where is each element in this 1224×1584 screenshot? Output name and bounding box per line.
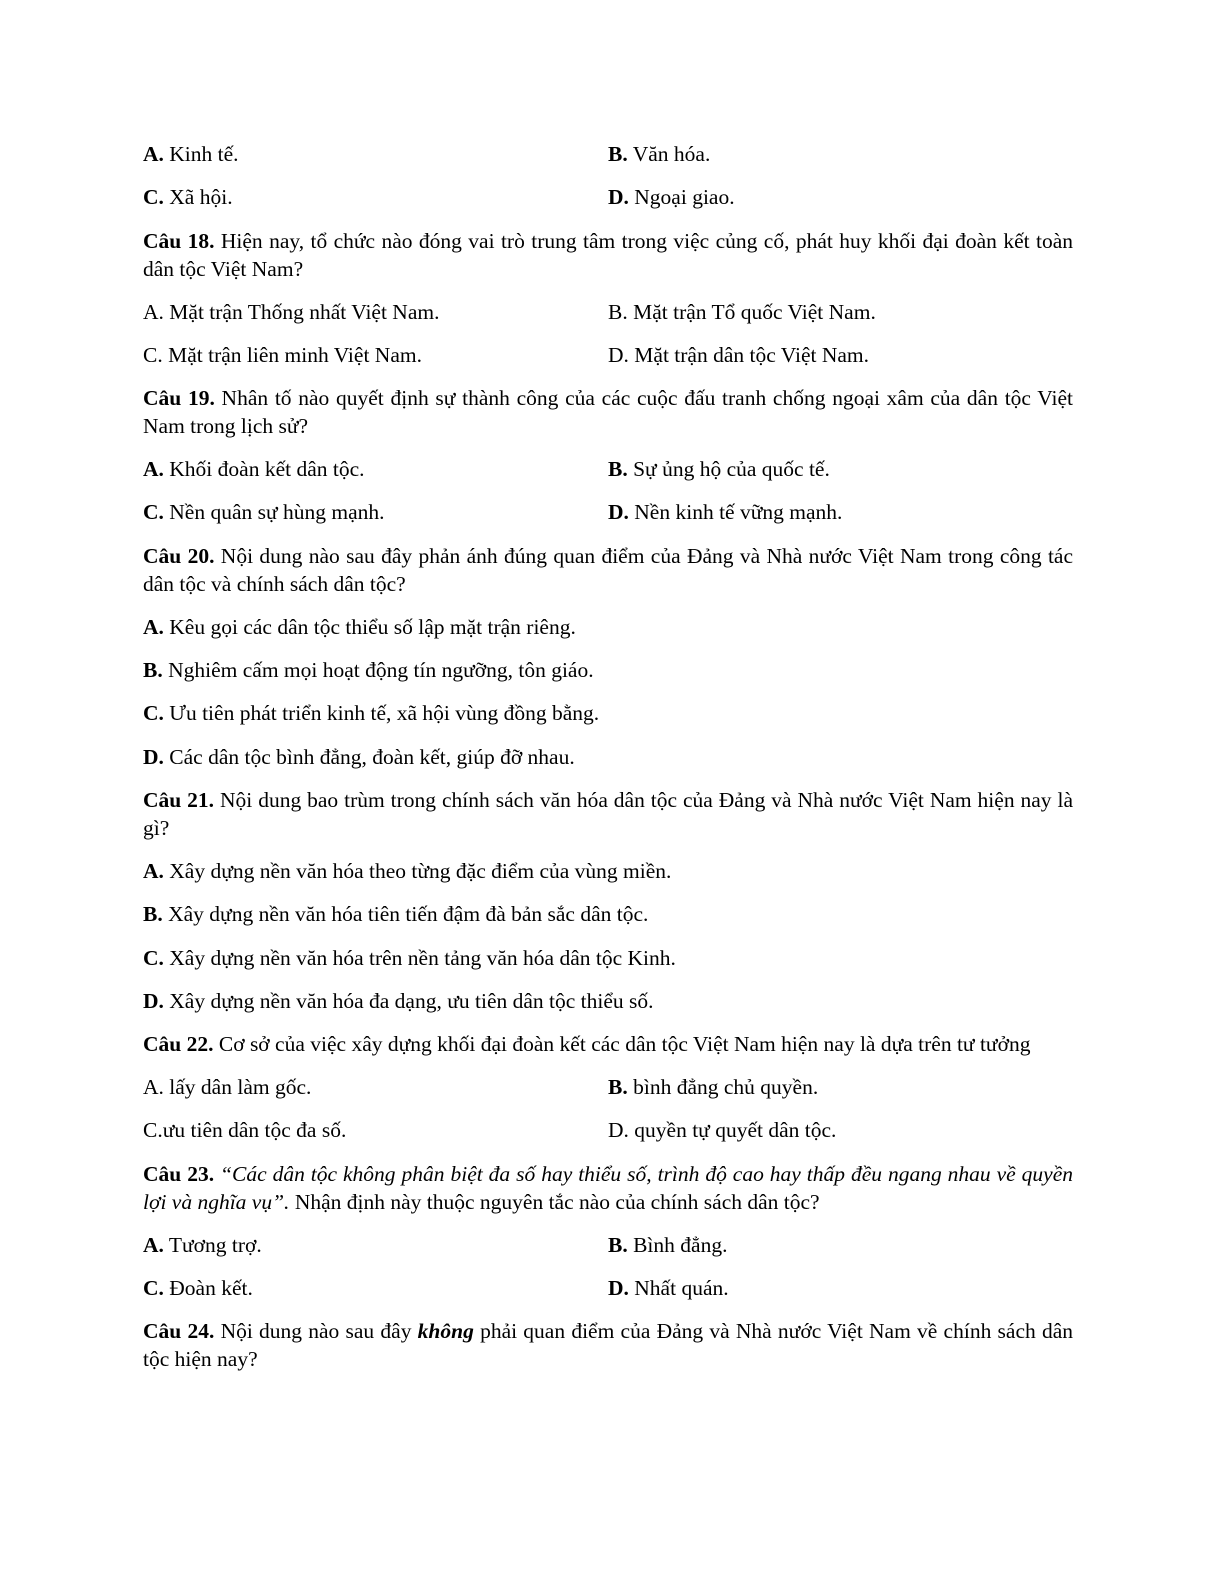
q22-option-a: A. lấy dân làm gốc. [143,1075,312,1100]
question-text: Nhân tố nào quyết định sự thành công của các cuộc đấu tranh chống ngoại xâm của dân tộc Việt Nam trong lịch sử? [143,386,1074,439]
q23-option-a: A. Tương trợ. [143,1232,262,1257]
question-20 [143,542,1073,598]
q23-option-c: C. Đoàn kết. [143,1276,253,1301]
question-label: Câu 21. [143,787,215,812]
q22-options-row-1 [143,1073,1073,1116]
question-23 [143,1160,1073,1216]
question-label: Câu 20. [143,543,215,568]
q21-option-d: D. Xây dựng nền văn hóa đa dạng, ưu tiên dân tộc thiểu số. [143,988,654,1013]
question-quote: “Các dân tộc không phân biệt đa số hay thiểu số, trình độ cao hay thấp đều ngang nhau về quyền lợi và nghĩa vụ”. [143,1161,1074,1214]
q22-option-b: B. bình đẳng chủ quyền. [608,1075,819,1100]
q21-option-c: C. Xây dựng nền văn hóa trên nền tảng văn hóa dân tộc Kinh. [143,945,676,970]
question-text: Nhận định này thuộc nguyên tắc nào của chính sách dân tộc? [289,1189,820,1214]
question-21 [143,786,1073,842]
question-label: Câu 18. [143,228,215,253]
q23-option-d: D. Nhất quán. [608,1276,729,1301]
exam-page [143,140,1073,1388]
q21-option-b: B. Xây dựng nền văn hóa tiên tiến đậm đà bản sắc dân tộc. [143,902,649,927]
q18-options-row-1 [143,298,1073,341]
q22-option-c: C.ưu tiên dân tộc đa số. [143,1118,347,1143]
question-label: Câu 23. [143,1161,215,1186]
q19-options-row-2 [143,498,1073,541]
q20-option-a: A. Kêu gọi các dân tộc thiểu số lập mặt trận riêng. [143,614,576,639]
q17-option-d: D. Ngoại giao. [608,185,735,210]
question-22 [143,1030,1073,1058]
q18-option-a: A. Mặt trận Thống nhất Việt Nam. [143,299,440,324]
q19-option-b: B. Sự ủng hộ của quốc tế. [608,457,830,482]
q19-options-row-1 [143,455,1073,498]
q23-options-row-1 [143,1231,1073,1274]
q17-option-a: A. Kinh tế. [143,142,239,166]
question-text: Hiện nay, tổ chức nào đóng vai trò trung tâm trong việc củng cố, phát huy khối đại đoàn kết toàn dân tộc Việt Nam? [143,228,1073,281]
emphasis-word: không [417,1319,474,1344]
q23-option-b: B. Bình đẳng. [608,1232,728,1257]
question-text: Nội dung nào sau đây phản ánh đúng quan điểm của Đảng và Nhà nước Việt Nam trong công tác dân tộc và chính sách dân tộc? [143,543,1074,596]
question-19 [143,384,1073,440]
question-text: Nội dung bao trùm trong chính sách văn hóa dân tộc của Đảng và Nhà nước Việt Nam hiện nay là gì? [143,787,1074,840]
question-label: Câu 19. [143,386,215,411]
question-text: Cơ sở của việc xây dựng khối đại đoàn kết các dân tộc Việt Nam hiện nay là dựa trên tư tưởng [213,1032,1031,1057]
q19-option-a: A. Khối đoàn kết dân tộc. [143,457,365,482]
question-24: Câu 24. Nội dung nào sau đây không phải quan điểm của Đảng và Nhà nước Việt Nam về chính sách dân tộc hiện nay? [143,1319,1074,1372]
q19-option-d: D. Nền kinh tế vững mạnh. [608,500,843,525]
q22-options-row-2 [143,1116,1073,1159]
q18-option-b: B. Mặt trận Tổ quốc Việt Nam. [608,299,876,324]
question-label: Câu 24. [143,1319,215,1344]
q20-option-c: C. Ưu tiên phát triển kinh tế, xã hội vùng đồng bằng. [143,701,600,726]
q18-option-d: D. Mặt trận dân tộc Việt Nam. [608,342,870,367]
q17-option-c: C. Xã hội. [143,185,233,210]
q17-options-row-1 [143,140,1073,183]
question-label: Câu 22. [143,1032,214,1057]
q22-option-d: D. quyền tự quyết dân tộc. [608,1118,837,1143]
q20-option-b: B. Nghiêm cấm mọi hoạt động tín ngưỡng, tôn giáo. [143,658,594,683]
q23-options-row-2 [143,1274,1073,1317]
q21-option-a: A. Xây dựng nền văn hóa theo từng đặc điểm của vùng miền. [143,858,672,883]
question-18 [143,227,1073,283]
q20-option-d: D. Các dân tộc bình đẳng, đoàn kết, giúp đỡ nhau. [143,744,575,769]
q18-option-c: C. Mặt trận liên minh Việt Nam. [143,342,422,367]
q19-option-c: C. Nền quân sự hùng mạnh. [143,500,385,525]
q18-options-row-2 [143,341,1073,384]
q17-option-b: B. Văn hóa. [608,142,711,166]
q17-options-row-2 [143,183,1073,226]
